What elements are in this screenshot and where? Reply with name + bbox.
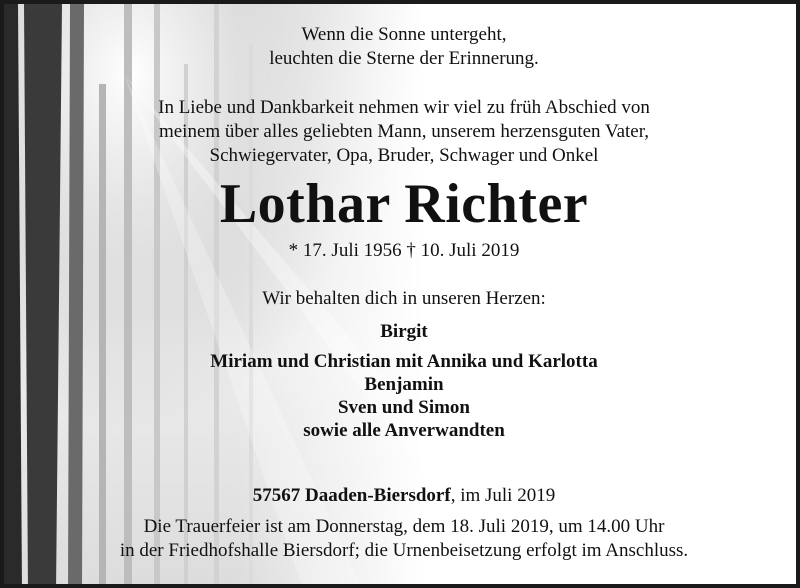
service-line-1: Die Trauerfeier ist am Donnerstag, dem 18. Juli 2019, um 14.00 Uhr bbox=[143, 516, 665, 537]
date-text: , im Juli 2019 bbox=[450, 485, 556, 506]
mourner-name: Benjamin bbox=[364, 374, 444, 395]
intro-line-1: In Liebe und Dankbarkeit nehmen wir viel zu früh Abschied von bbox=[158, 97, 650, 118]
mourners-heading: Wir behalten dich in unseren Herzen: bbox=[262, 288, 546, 309]
motto-line-1: Wenn die Sonne untergeht, bbox=[301, 24, 507, 45]
motto-line-2: leuchten die Sterne der Erinnerung. bbox=[269, 48, 539, 69]
mourner-name: sowie alle Anverwandten bbox=[303, 420, 505, 441]
mourner-name: Sven und Simon bbox=[337, 397, 470, 418]
mourner-name: Birgit bbox=[380, 321, 428, 342]
life-dates: * 17. Juli 1956 † 10. Juli 2019 bbox=[288, 240, 520, 261]
intro-line-2: meinem über alles geliebten Mann, unserem herzensguten Vater, bbox=[158, 121, 650, 142]
intro-line-3: Schwiegervater, Opa, Bruder, Schwager und Onkel bbox=[209, 145, 599, 166]
service-line-2: in der Friedhofshalle Biersdorf; die Urnenbeisetzung erfolgt im Anschluss. bbox=[119, 540, 689, 561]
place-date-line bbox=[4, 485, 800, 507]
obituary-text bbox=[4, 4, 800, 588]
deceased-name: Lothar Richter bbox=[219, 173, 589, 235]
place: 57567 Daaden-Biersdorf bbox=[252, 485, 451, 506]
mourner-name: Miriam und Christian mit Annika und Karlotta bbox=[210, 351, 598, 372]
